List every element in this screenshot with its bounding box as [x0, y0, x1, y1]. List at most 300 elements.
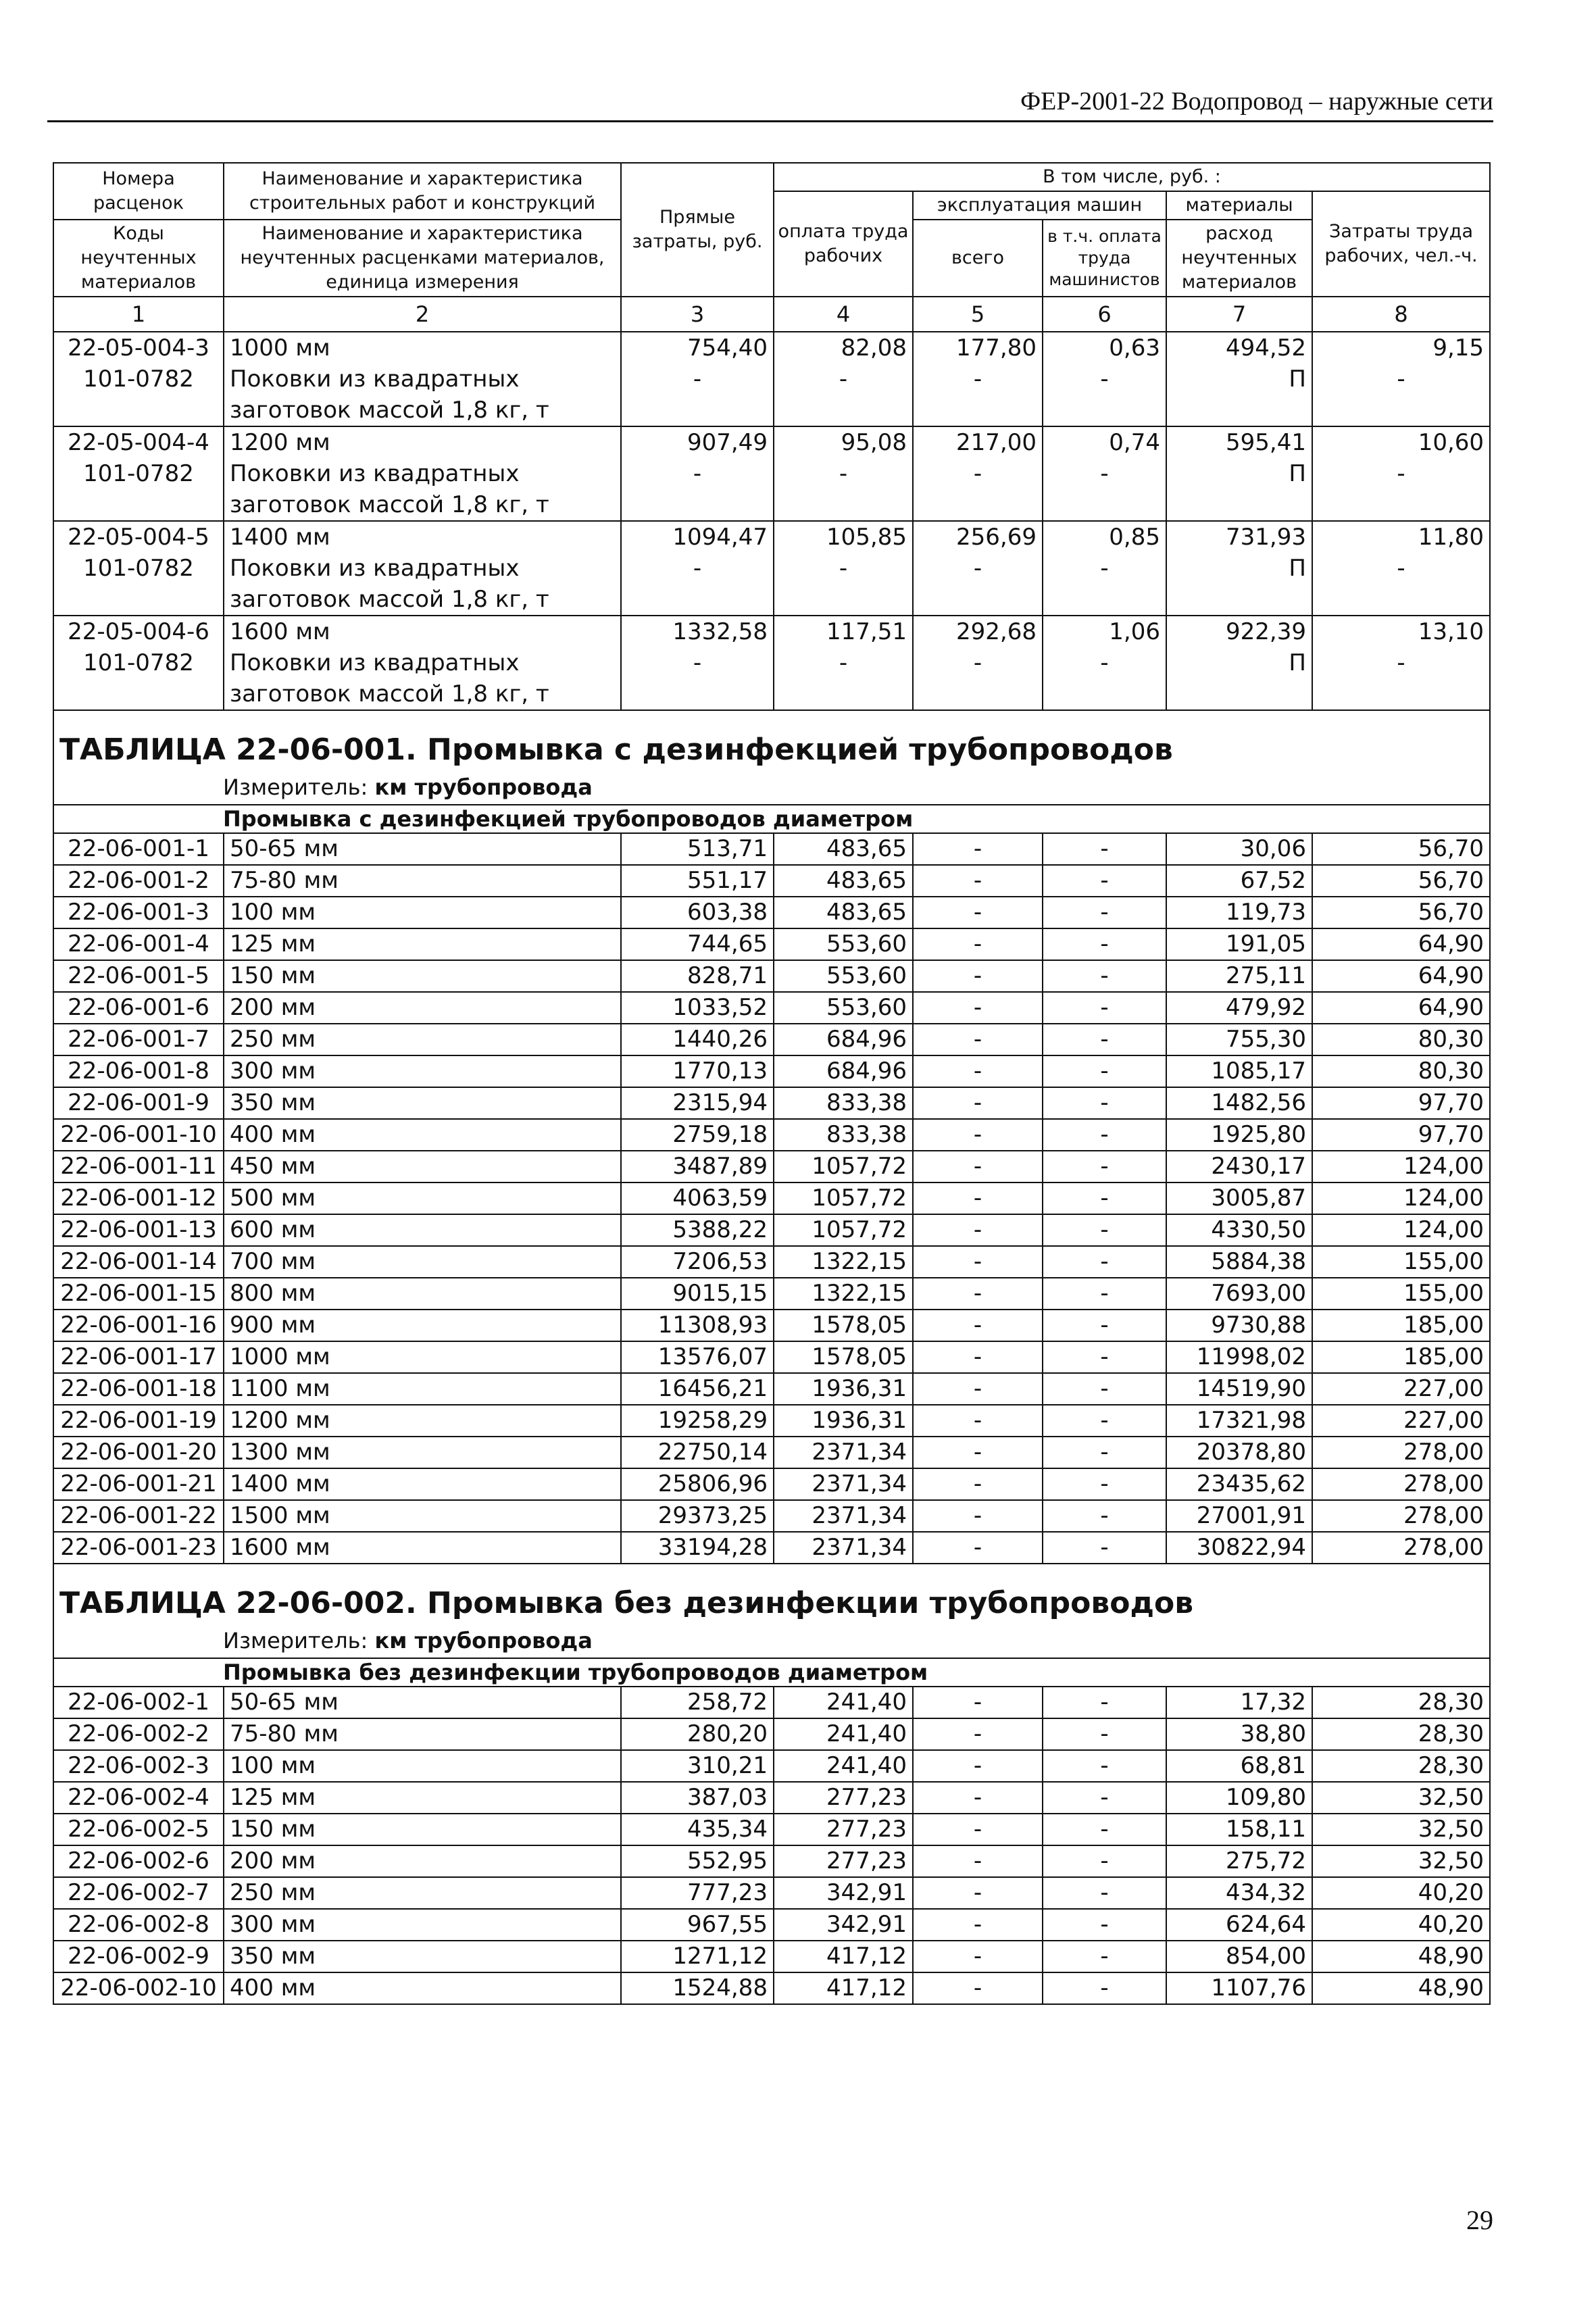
labor-pay: 2371,34 — [774, 1500, 913, 1532]
table-row — [53, 1845, 1490, 1877]
rate-code: 22-06-002-1 — [53, 1687, 224, 1718]
rate-code: 22-06-002-4 — [53, 1782, 224, 1814]
operators-pay: - — [1043, 1687, 1166, 1718]
rate-code: 22-06-001-23 — [53, 1532, 224, 1564]
machines-total: - — [913, 928, 1043, 960]
rate-code: 22-06-001-11 — [53, 1151, 224, 1183]
materials-cost: 20378,80 — [1166, 1437, 1312, 1468]
operators-pay: - — [1043, 1024, 1166, 1055]
column-number: 4 — [774, 297, 913, 332]
rate-code: 22-06-002-3 — [53, 1750, 224, 1782]
operators-pay: - — [1043, 1750, 1166, 1782]
value-cell: 217,00 — [913, 426, 1043, 458]
rate-code: 22-05-004-3 — [53, 332, 224, 364]
work-name: 1400 мм — [224, 1468, 621, 1500]
work-name: 300 мм — [224, 1909, 621, 1941]
table1-title-row — [53, 710, 1490, 770]
direct-costs: 435,34 — [621, 1814, 774, 1845]
page-number: 29 — [1466, 2205, 1493, 2235]
labor-hours: 28,30 — [1312, 1718, 1490, 1750]
labor-hours: 40,20 — [1312, 1909, 1490, 1941]
value-cell: - — [774, 647, 913, 710]
table-row — [53, 897, 1490, 928]
rate-code: 22-06-001-5 — [53, 960, 224, 992]
labor-pay: 1057,72 — [774, 1151, 913, 1183]
machines-total: - — [913, 1500, 1043, 1532]
materials-cost: 479,92 — [1166, 992, 1312, 1024]
direct-costs: 551,17 — [621, 865, 774, 897]
work-name: 1000 мм — [224, 332, 621, 364]
measure-value: км трубопровода — [374, 1628, 593, 1653]
rate-code: 22-06-002-7 — [53, 1877, 224, 1909]
material-name-line: Поковки из квадратных — [230, 649, 520, 676]
header-including: В том числе, руб. : — [774, 163, 1490, 191]
material-code: 101-0782 — [53, 364, 224, 426]
value-cell: 922,39 — [1166, 616, 1312, 647]
work-name: 50-65 мм — [224, 833, 621, 865]
value-cell: - — [1043, 553, 1166, 616]
work-name: 250 мм — [224, 1024, 621, 1055]
value-cell: П — [1166, 458, 1312, 521]
table2-section-row — [53, 1658, 1490, 1687]
table1-section-row — [53, 805, 1490, 833]
materials-cost: 1107,76 — [1166, 1972, 1312, 2004]
table-row — [53, 833, 1490, 865]
table-row — [53, 616, 1490, 647]
table-row-material — [53, 553, 1490, 616]
rate-code: 22-06-001-6 — [53, 992, 224, 1024]
operators-pay: - — [1043, 1055, 1166, 1087]
materials-cost: 38,80 — [1166, 1718, 1312, 1750]
operators-pay: - — [1043, 1183, 1166, 1214]
header-labor-costs: Затраты труда рабочих, чел.-ч. — [1312, 191, 1490, 297]
machines-total: - — [913, 1845, 1043, 1877]
table1-title-cell — [53, 710, 1490, 770]
page-header-title: ФЕР-2001-22 Водопровод – наружные сети — [1020, 87, 1493, 116]
materials-cost: 624,64 — [1166, 1909, 1312, 1941]
labor-hours: 155,00 — [1312, 1278, 1490, 1310]
rate-code: 22-06-002-2 — [53, 1718, 224, 1750]
value-cell: - — [1043, 364, 1166, 426]
direct-costs: 513,71 — [621, 833, 774, 865]
value-cell: 177,80 — [913, 332, 1043, 364]
labor-pay: 2371,34 — [774, 1532, 913, 1564]
direct-costs: 2315,94 — [621, 1087, 774, 1119]
operators-pay: - — [1043, 1310, 1166, 1341]
value-cell: - — [1043, 458, 1166, 521]
rate-code: 22-06-002-5 — [53, 1814, 224, 1845]
material-name — [224, 553, 621, 616]
direct-costs: 25806,96 — [621, 1468, 774, 1500]
direct-costs: 603,38 — [621, 897, 774, 928]
table2-title-cell — [53, 1564, 1490, 1624]
table-row — [53, 1877, 1490, 1909]
value-cell: - — [621, 364, 774, 426]
materials-cost: 5884,38 — [1166, 1246, 1312, 1278]
rate-code: 22-06-001-10 — [53, 1119, 224, 1151]
header-codes-top: Номера расценок — [53, 163, 224, 220]
operators-pay: - — [1043, 1214, 1166, 1246]
direct-costs: 7206,53 — [621, 1246, 774, 1278]
direct-costs: 1440,26 — [621, 1024, 774, 1055]
header-name-bottom: Наименование и характеристика неучтенных расценками материалов, единица измерения — [224, 220, 621, 297]
column-number: 7 — [1166, 297, 1312, 332]
table1-measure-cell — [53, 770, 1490, 805]
materials-cost: 1085,17 — [1166, 1055, 1312, 1087]
table-row — [53, 960, 1490, 992]
operators-pay: - — [1043, 1718, 1166, 1750]
labor-pay: 483,65 — [774, 897, 913, 928]
rate-code: 22-06-001-17 — [53, 1341, 224, 1373]
labor-hours: 97,70 — [1312, 1119, 1490, 1151]
value-cell: - — [774, 364, 913, 426]
rate-code: 22-06-002-8 — [53, 1909, 224, 1941]
materials-cost: 23435,62 — [1166, 1468, 1312, 1500]
labor-hours: 80,30 — [1312, 1055, 1490, 1087]
work-name: 900 мм — [224, 1310, 621, 1341]
machines-total: - — [913, 1437, 1043, 1468]
labor-hours: 278,00 — [1312, 1532, 1490, 1564]
direct-costs: 5388,22 — [621, 1214, 774, 1246]
materials-cost: 30,06 — [1166, 833, 1312, 865]
rate-code: 22-06-001-12 — [53, 1183, 224, 1214]
operators-pay: - — [1043, 1151, 1166, 1183]
direct-costs: 967,55 — [621, 1909, 774, 1941]
materials-cost: 119,73 — [1166, 897, 1312, 928]
materials-cost: 158,11 — [1166, 1814, 1312, 1845]
direct-costs: 19258,29 — [621, 1405, 774, 1437]
work-name: 150 мм — [224, 960, 621, 992]
value-cell: - — [913, 553, 1043, 616]
work-name: 350 мм — [224, 1941, 621, 1972]
table-row — [53, 1310, 1490, 1341]
materials-cost: 67,52 — [1166, 865, 1312, 897]
labor-hours: 48,90 — [1312, 1972, 1490, 2004]
table-row — [53, 1246, 1490, 1278]
direct-costs: 387,03 — [621, 1782, 774, 1814]
table-row — [53, 1341, 1490, 1373]
rate-code: 22-06-001-9 — [53, 1087, 224, 1119]
direct-costs: 11308,93 — [621, 1310, 774, 1341]
machines-total: - — [913, 1183, 1043, 1214]
material-code: 101-0782 — [53, 647, 224, 710]
operators-pay: - — [1043, 1246, 1166, 1278]
work-name: 200 мм — [224, 1845, 621, 1877]
work-name: 500 мм — [224, 1183, 621, 1214]
table2-title: ТАБЛИЦА 22-06-002. Промывка без дезинфекции трубопроводов — [59, 1586, 1194, 1620]
machines-total: - — [913, 1405, 1043, 1437]
direct-costs: 1271,12 — [621, 1941, 774, 1972]
work-name: 800 мм — [224, 1278, 621, 1310]
measure-value: км трубопровода — [374, 774, 593, 800]
rate-code: 22-05-004-5 — [53, 521, 224, 553]
materials-cost: 854,00 — [1166, 1941, 1312, 1972]
direct-costs: 33194,28 — [621, 1532, 774, 1564]
rate-code: 22-06-001-8 — [53, 1055, 224, 1087]
work-name: 1600 мм — [224, 1532, 621, 1564]
materials-cost: 11998,02 — [1166, 1341, 1312, 1373]
labor-pay: 417,12 — [774, 1941, 913, 1972]
materials-cost: 275,11 — [1166, 960, 1312, 992]
labor-pay: 684,96 — [774, 1024, 913, 1055]
direct-costs: 1524,88 — [621, 1972, 774, 2004]
value-cell: 105,85 — [774, 521, 913, 553]
table-row — [53, 1972, 1490, 2004]
header-name-top: Наименование и характеристика строительных работ и конструкций — [224, 163, 621, 220]
value-cell: 256,69 — [913, 521, 1043, 553]
materials-cost: 2430,17 — [1166, 1151, 1312, 1183]
machines-total: - — [913, 1055, 1043, 1087]
materials-cost: 4330,50 — [1166, 1214, 1312, 1246]
rate-code: 22-06-001-7 — [53, 1024, 224, 1055]
table-row — [53, 1055, 1490, 1087]
direct-costs: 1770,13 — [621, 1055, 774, 1087]
machines-total: - — [913, 1024, 1043, 1055]
column-number: 6 — [1043, 297, 1166, 332]
value-cell: П — [1166, 553, 1312, 616]
column-numbers-row — [53, 297, 1490, 332]
value-cell: 13,10 — [1312, 616, 1490, 647]
table2-measure-cell — [53, 1624, 1490, 1658]
operators-pay: - — [1043, 1278, 1166, 1310]
rate-code: 22-06-002-6 — [53, 1845, 224, 1877]
value-cell: - — [913, 364, 1043, 426]
header-material-consumption: расход неучтенных материалов — [1166, 220, 1312, 297]
labor-pay: 1936,31 — [774, 1405, 913, 1437]
value-cell: 117,51 — [774, 616, 913, 647]
measure-label: Измеритель: — [223, 1628, 375, 1653]
labor-pay: 2371,34 — [774, 1437, 913, 1468]
direct-costs: 828,71 — [621, 960, 774, 992]
operators-pay: - — [1043, 1877, 1166, 1909]
value-cell: - — [913, 647, 1043, 710]
labor-pay: 277,23 — [774, 1845, 913, 1877]
labor-hours: 124,00 — [1312, 1183, 1490, 1214]
direct-costs: 3487,89 — [621, 1151, 774, 1183]
machines-total: - — [913, 1877, 1043, 1909]
machines-total: - — [913, 1941, 1043, 1972]
rate-code: 22-06-001-19 — [53, 1405, 224, 1437]
price-table-wrapper — [53, 162, 1489, 2005]
table1-measure-row — [53, 770, 1490, 805]
operators-pay: - — [1043, 1532, 1166, 1564]
material-code: 101-0782 — [53, 458, 224, 521]
direct-costs: 552,95 — [621, 1845, 774, 1877]
work-name: 450 мм — [224, 1151, 621, 1183]
labor-pay: 241,40 — [774, 1718, 913, 1750]
work-name: 125 мм — [224, 928, 621, 960]
direct-costs: 777,23 — [621, 1877, 774, 1909]
labor-hours: 155,00 — [1312, 1246, 1490, 1278]
operators-pay: - — [1043, 1373, 1166, 1405]
table-row — [53, 1782, 1490, 1814]
rate-code: 22-06-001-2 — [53, 865, 224, 897]
column-number: 2 — [224, 297, 621, 332]
header-row-1 — [53, 163, 1490, 191]
value-cell: - — [621, 458, 774, 521]
table-row — [53, 1119, 1490, 1151]
work-name: 1200 мм — [224, 1405, 621, 1437]
material-name — [224, 458, 621, 521]
labor-pay: 1578,05 — [774, 1310, 913, 1341]
rate-code: 22-05-004-4 — [53, 426, 224, 458]
direct-costs: 744,65 — [621, 928, 774, 960]
materials-cost: 755,30 — [1166, 1024, 1312, 1055]
table2-rows — [53, 1687, 1490, 2004]
work-name: 75-80 мм — [224, 1718, 621, 1750]
value-cell: 595,41 — [1166, 426, 1312, 458]
header-machines-total: всего — [913, 220, 1043, 297]
direct-costs: 258,72 — [621, 1687, 774, 1718]
materials-cost: 9730,88 — [1166, 1310, 1312, 1341]
table-row — [53, 1687, 1490, 1718]
labor-pay: 833,38 — [774, 1119, 913, 1151]
work-name: 700 мм — [224, 1246, 621, 1278]
table-row — [53, 1814, 1490, 1845]
work-name: 1600 мм — [224, 616, 621, 647]
rate-code: 22-06-001-13 — [53, 1214, 224, 1246]
material-name-line: заготовок массой 1,8 кг, т — [230, 397, 549, 424]
header-labor-pay: оплата труда рабочих — [774, 191, 913, 297]
materials-cost: 68,81 — [1166, 1750, 1312, 1782]
labor-pay: 2371,34 — [774, 1468, 913, 1500]
table2-section: Промывка без дезинфекции трубопроводов диаметром — [53, 1658, 1490, 1687]
table-row-material — [53, 364, 1490, 426]
operators-pay: - — [1043, 1845, 1166, 1877]
operators-pay: - — [1043, 1941, 1166, 1972]
value-cell: - — [1312, 364, 1490, 426]
work-name: 125 мм — [224, 1782, 621, 1814]
measure-label: Измеритель: — [223, 774, 375, 800]
header-direct-costs: Прямые затраты, руб. — [621, 163, 774, 297]
labor-hours: 40,20 — [1312, 1877, 1490, 1909]
work-name: 75-80 мм — [224, 865, 621, 897]
materials-cost: 14519,90 — [1166, 1373, 1312, 1405]
table-row — [53, 1024, 1490, 1055]
labor-pay: 342,91 — [774, 1909, 913, 1941]
materials-cost: 1925,80 — [1166, 1119, 1312, 1151]
table-row — [53, 928, 1490, 960]
table-row — [53, 1941, 1490, 1972]
work-name: 400 мм — [224, 1972, 621, 2004]
column-number: 8 — [1312, 297, 1490, 332]
operators-pay: - — [1043, 833, 1166, 865]
materials-cost: 30822,94 — [1166, 1532, 1312, 1564]
work-name: 300 мм — [224, 1055, 621, 1087]
machines-total: - — [913, 960, 1043, 992]
price-table — [53, 162, 1491, 2005]
material-name — [224, 647, 621, 710]
machines-total: - — [913, 1119, 1043, 1151]
page-header — [47, 80, 1493, 122]
labor-hours: 28,30 — [1312, 1687, 1490, 1718]
work-name: 1200 мм — [224, 426, 621, 458]
labor-pay: 553,60 — [774, 992, 913, 1024]
operators-pay: - — [1043, 1909, 1166, 1941]
rate-code: 22-06-001-14 — [53, 1246, 224, 1278]
labor-hours: 48,90 — [1312, 1941, 1490, 1972]
machines-total: - — [913, 1718, 1043, 1750]
table-row — [53, 1087, 1490, 1119]
rate-code: 22-06-001-1 — [53, 833, 224, 865]
value-cell: 1332,58 — [621, 616, 774, 647]
header-materials: материалы — [1166, 191, 1312, 220]
table-row — [53, 1214, 1490, 1246]
labor-hours: 56,70 — [1312, 897, 1490, 928]
table-row — [53, 1718, 1490, 1750]
table-row — [53, 1468, 1490, 1500]
header-operators-pay: в т.ч. оплата труда машинистов — [1043, 220, 1166, 297]
table2-measure-row — [53, 1624, 1490, 1658]
direct-costs: 310,21 — [621, 1750, 774, 1782]
header-machines: эксплуатация машин — [913, 191, 1166, 220]
work-name: 150 мм — [224, 1814, 621, 1845]
rate-code: 22-05-004-6 — [53, 616, 224, 647]
machines-total: - — [913, 1687, 1043, 1718]
value-cell: - — [621, 553, 774, 616]
materials-cost: 7693,00 — [1166, 1278, 1312, 1310]
rate-code: 22-06-002-9 — [53, 1941, 224, 1972]
operators-pay: - — [1043, 1468, 1166, 1500]
table2-title-row — [53, 1564, 1490, 1624]
labor-pay: 1322,15 — [774, 1278, 913, 1310]
value-cell: - — [774, 553, 913, 616]
machines-total: - — [913, 1468, 1043, 1500]
value-cell: 754,40 — [621, 332, 774, 364]
labor-hours: 124,00 — [1312, 1214, 1490, 1246]
work-name: 400 мм — [224, 1119, 621, 1151]
operators-pay: - — [1043, 1782, 1166, 1814]
labor-pay: 833,38 — [774, 1087, 913, 1119]
labor-pay: 417,12 — [774, 1972, 913, 2004]
direct-costs: 16456,21 — [621, 1373, 774, 1405]
operators-pay: - — [1043, 1814, 1166, 1845]
labor-hours: 278,00 — [1312, 1500, 1490, 1532]
direct-costs: 4063,59 — [621, 1183, 774, 1214]
work-name: 600 мм — [224, 1214, 621, 1246]
rate-code: 22-06-001-16 — [53, 1310, 224, 1341]
materials-cost: 17,32 — [1166, 1687, 1312, 1718]
labor-pay: 553,60 — [774, 960, 913, 992]
labor-hours: 32,50 — [1312, 1814, 1490, 1845]
table-row — [53, 1437, 1490, 1468]
labor-pay: 1578,05 — [774, 1341, 913, 1373]
work-name: 350 мм — [224, 1087, 621, 1119]
machines-total: - — [913, 1909, 1043, 1941]
machines-total: - — [913, 1972, 1043, 2004]
value-cell: 1,06 — [1043, 616, 1166, 647]
value-cell: 0,74 — [1043, 426, 1166, 458]
machines-total: - — [913, 1151, 1043, 1183]
table-row — [53, 1405, 1490, 1437]
material-name-line: Поковки из квадратных — [230, 460, 520, 487]
operators-pay: - — [1043, 1119, 1166, 1151]
labor-hours: 278,00 — [1312, 1468, 1490, 1500]
operators-pay: - — [1043, 960, 1166, 992]
work-name: 50-65 мм — [224, 1687, 621, 1718]
labor-hours: 80,30 — [1312, 1024, 1490, 1055]
labor-hours: 185,00 — [1312, 1341, 1490, 1373]
value-cell: 10,60 — [1312, 426, 1490, 458]
table-row-material — [53, 458, 1490, 521]
work-name: 250 мм — [224, 1877, 621, 1909]
value-cell: 1094,47 — [621, 521, 774, 553]
operators-pay: - — [1043, 897, 1166, 928]
materials-cost: 191,05 — [1166, 928, 1312, 960]
table1-title: ТАБЛИЦА 22-06-001. Промывка с дезинфекцией трубопроводов — [59, 732, 1173, 767]
labor-hours: 227,00 — [1312, 1373, 1490, 1405]
table1-rows — [53, 833, 1490, 1564]
